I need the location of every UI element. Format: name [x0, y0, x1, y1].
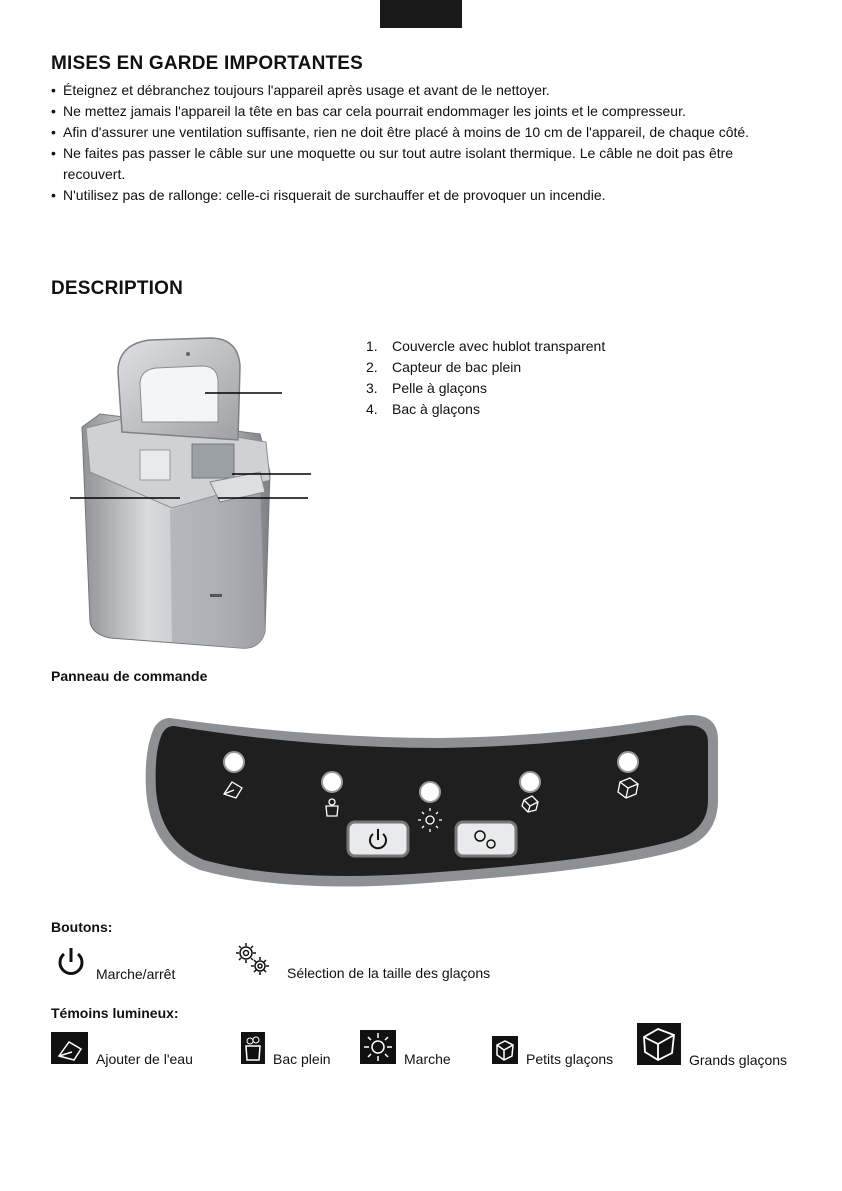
legend-large-ice: Grands glaçons — [637, 1023, 787, 1068]
legend-small-ice: Petits glaçons — [492, 1036, 613, 1067]
power-icon — [54, 945, 88, 982]
add-water-icon — [51, 1032, 88, 1067]
warning-item: • Ne mettez jamais l'appareil la tête en bas car cela pourrait endommager les joints et le compresseur. — [51, 101, 796, 122]
control-panel-title: Panneau de commande — [51, 668, 208, 684]
part-item: 2. Capteur de bac plein — [366, 359, 522, 375]
part-item: 1. Couvercle avec hublot transparent — [366, 338, 606, 354]
legend-size-select: Sélection de la taille des glaçons — [233, 940, 490, 981]
legend-add-water: Ajouter de l'eau — [51, 1032, 193, 1067]
description-title: DESCRIPTION — [51, 278, 184, 299]
full-bin-icon — [241, 1032, 265, 1067]
warnings-list — [51, 80, 796, 206]
warning-item: • Ne faites pas passer le câble sur une moquette ou sur tout autre isolant thermique. Le câble ne doit pas être recouvert. — [51, 143, 796, 185]
part-item: 3. Pelle à glaçons — [366, 380, 487, 396]
indicators-title: Témoins lumineux: — [51, 1005, 179, 1021]
parts-list — [366, 336, 605, 420]
warnings-title: MISES EN GARDE IMPORTANTES — [51, 53, 364, 74]
legend-power: Marche/arrêt — [54, 945, 175, 982]
control-panel-illustration — [140, 710, 722, 890]
gears-icon — [233, 940, 273, 981]
legend-on: Marche — [360, 1030, 451, 1067]
warning-item: • Afin d'assurer une ventilation suffisante, rien ne doit être placé à moins de 10 cm de l'appareil, de chaque côté. — [51, 122, 796, 143]
sun-icon — [360, 1030, 396, 1067]
legend-full-bin: Bac plein — [241, 1032, 331, 1067]
large-cube-icon — [637, 1023, 681, 1068]
page-header-tab — [380, 0, 462, 28]
warning-item: • Éteignez et débranchez toujours l'appareil après usage et avant de le nettoyer. — [51, 80, 796, 101]
buttons-title: Boutons: — [51, 919, 113, 935]
small-cube-icon — [492, 1036, 518, 1067]
ice-maker-illustration — [60, 332, 320, 652]
warning-item: • N'utilisez pas de rallonge: celle-ci risquerait de surchauffer et de provoquer un incendie. — [51, 185, 796, 206]
part-item: 4. Bac à glaçons — [366, 401, 480, 417]
size-select-button-graphic — [456, 822, 516, 856]
